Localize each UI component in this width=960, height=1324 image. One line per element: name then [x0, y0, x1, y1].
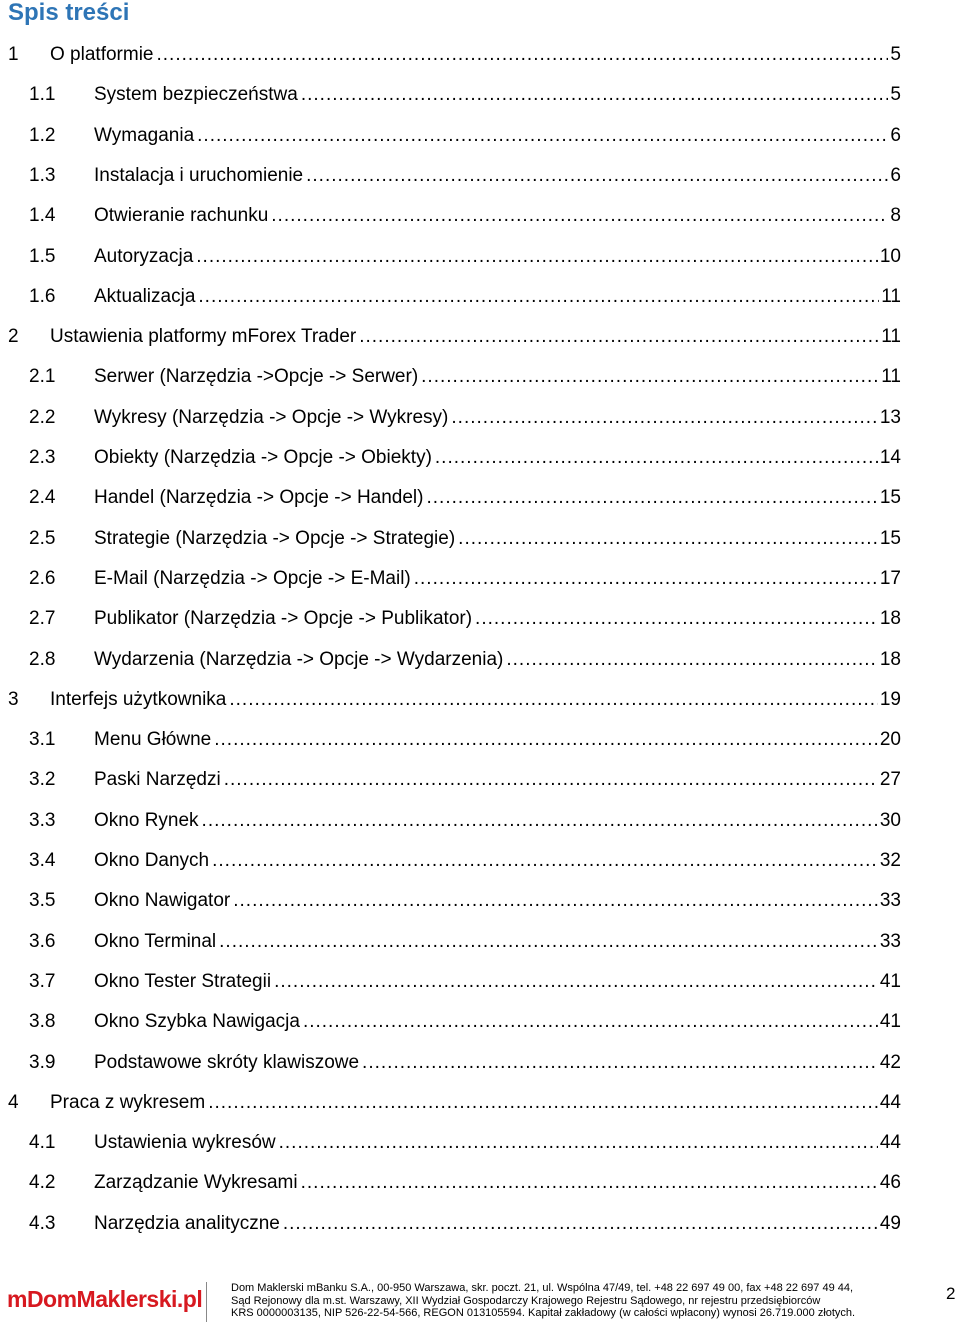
- toc-entry-link[interactable]: [94, 124, 901, 148]
- toc-entry-link[interactable]: [94, 83, 901, 107]
- toc-entry-number: 3.9: [29, 1051, 56, 1073]
- footer-line: Sąd Rejonowy dla m.st. Warszawy, XII Wydział Gospodarczy Krajowego Rejestru Sądowego, nr rejestru przedsiębiorców: [231, 1294, 821, 1307]
- toc-entry-link[interactable]: [94, 406, 901, 430]
- toc-entry-title: Okno Szybka Nawigacja: [94, 1011, 300, 1033]
- toc-entry[interactable]: [0, 470, 960, 510]
- toc-entry-title: Strategie (Narzędzia -> Opcje -> Strategie): [94, 527, 456, 549]
- toc-entry-title: Otwieranie rachunku: [94, 205, 269, 227]
- dot-leader: [233, 889, 878, 913]
- toc-entry-number: 2.7: [29, 608, 56, 630]
- toc-entry-number: 3.1: [29, 729, 56, 751]
- toc-entry-link[interactable]: [94, 1051, 901, 1075]
- toc-entry-page: 32: [879, 850, 901, 871]
- toc-entry-link[interactable]: [94, 164, 901, 188]
- toc-entry[interactable]: [0, 229, 960, 269]
- toc-entry-link[interactable]: [94, 567, 901, 591]
- toc-entry-link[interactable]: [94, 930, 901, 954]
- toc-entry-number: 1.2: [29, 124, 56, 146]
- toc-entry-page: 18: [879, 608, 901, 630]
- toc-entry-link[interactable]: [94, 245, 901, 269]
- toc-entry[interactable]: [0, 873, 960, 913]
- toc-entry-page: 33: [879, 930, 901, 952]
- toc-entry[interactable]: [0, 914, 960, 954]
- toc-entry-title: Serwer (Narzędzia ->Opcje -> Serwer): [94, 366, 419, 388]
- toc-entry[interactable]: [0, 309, 960, 349]
- dot-leader: [156, 43, 888, 67]
- toc-entry[interactable]: [0, 269, 960, 309]
- toc-entry-page: 11: [881, 285, 901, 307]
- dot-leader: [306, 164, 888, 188]
- dot-leader: [362, 1051, 878, 1075]
- toc-entry-page: 49: [879, 1212, 901, 1234]
- toc-entry[interactable]: [0, 833, 960, 873]
- toc-entry[interactable]: [0, 67, 960, 107]
- dot-leader: [212, 849, 878, 873]
- toc-entry-title: Publikator (Narzędzia -> Opcje -> Publikator): [94, 608, 473, 630]
- dot-leader: [414, 567, 878, 591]
- toc-entry-link[interactable]: [50, 43, 901, 67]
- toc-entry-link[interactable]: [94, 1131, 901, 1155]
- toc-entry-title: Okno Terminal: [94, 930, 217, 952]
- toc-entry-title: O platformie: [50, 44, 154, 65]
- toc-entry-link[interactable]: [94, 446, 901, 470]
- toc-entry-title: Paski Narzędzi: [94, 769, 221, 791]
- toc-entry-link[interactable]: [94, 1171, 901, 1195]
- toc-entry-link[interactable]: [94, 648, 901, 672]
- toc-entry-link[interactable]: [94, 768, 901, 792]
- toc-entry-number: 4.2: [29, 1172, 56, 1194]
- toc-entry-title: Wymagania: [94, 124, 195, 146]
- toc-entry-title: Podstawowe skróty klawiszowe: [94, 1051, 360, 1073]
- toc-entry-page: 6: [890, 124, 901, 146]
- toc-entry-number: 2.4: [29, 487, 56, 509]
- toc-entry-number: 1.6: [29, 285, 56, 307]
- dot-leader: [458, 527, 878, 551]
- dot-leader: [224, 768, 878, 792]
- toc-entry-page: 27: [879, 769, 901, 791]
- toc-entry-number: 3.6: [29, 930, 56, 952]
- toc-entry-link[interactable]: [94, 1212, 901, 1236]
- toc-entry-title: Praca z wykresem: [50, 1091, 206, 1113]
- toc-entry-number: 2.2: [29, 406, 56, 428]
- toc-entry-number: 1.4: [29, 205, 56, 227]
- toc-entry[interactable]: [0, 1115, 960, 1155]
- toc-entry-title: Zarządzanie Wykresami: [94, 1172, 298, 1194]
- dot-leader: [271, 204, 888, 228]
- toc-entry-link[interactable]: [50, 325, 901, 349]
- dot-leader: [279, 1131, 878, 1155]
- toc-entry-title: E-Mail (Narzędzia -> Opcje -> E-Mail): [94, 567, 411, 589]
- toc-entry-link[interactable]: [94, 889, 901, 913]
- footer-line: KRS 0000003135, NIP 526-22-54-566, REGON 013105594. Kapitał zakładowy (w całości wpłacony) wynosi 26.719.000 złotych.: [231, 1307, 856, 1319]
- toc-entry-link[interactable]: [94, 728, 901, 752]
- toc-entry-page: 5: [890, 44, 901, 65]
- page-title: Spis treści: [8, 0, 130, 26]
- toc-entry-page: 11: [881, 326, 901, 348]
- toc-entry[interactable]: [0, 511, 960, 551]
- toc-entry[interactable]: [0, 148, 960, 188]
- toc-entry-page: 44: [879, 1132, 901, 1154]
- toc-entry-page: 41: [879, 970, 901, 992]
- toc-entry[interactable]: [0, 1075, 960, 1115]
- toc-entry-title: Instalacja i uruchomienie: [94, 164, 304, 186]
- toc-entry[interactable]: [0, 1035, 960, 1075]
- toc-entry-title: Wykresy (Narzędzia -> Opcje -> Wykresy): [94, 406, 449, 428]
- dot-leader: [421, 365, 879, 389]
- dot-leader: [301, 83, 889, 107]
- toc-entry[interactable]: [0, 188, 960, 228]
- toc-entry-link[interactable]: [94, 970, 901, 994]
- toc-entry-number: 2.1: [29, 366, 56, 388]
- toc-entry-number: 2: [8, 326, 19, 348]
- dot-leader: [197, 124, 888, 148]
- toc-entry-title: Okno Danych: [94, 850, 210, 871]
- dot-leader: [427, 486, 878, 510]
- toc-entry-page: 33: [879, 890, 901, 912]
- toc-entry[interactable]: [0, 390, 960, 430]
- toc-entry-page: 6: [890, 164, 901, 186]
- toc-entry[interactable]: [0, 27, 960, 67]
- toc-entry-number: 1: [8, 44, 19, 65]
- toc-entry-page: 42: [879, 1051, 901, 1073]
- dot-leader: [208, 1091, 878, 1115]
- toc-entry-link[interactable]: [94, 809, 901, 833]
- toc-entry-number: 3.7: [29, 970, 56, 992]
- dot-leader: [283, 1212, 878, 1236]
- toc-entry-link[interactable]: [94, 1010, 901, 1034]
- toc-entry-number: 3.5: [29, 890, 56, 912]
- toc-entry-page: 44: [879, 1091, 901, 1113]
- toc-entry[interactable]: [0, 712, 960, 752]
- toc-entry-number: 1.5: [29, 245, 56, 267]
- toc-entry-page: 15: [879, 487, 901, 509]
- toc-entry-page: 41: [879, 1011, 901, 1033]
- toc-entry-link[interactable]: [94, 486, 901, 510]
- dot-leader: [301, 1171, 878, 1195]
- toc-entry[interactable]: [0, 430, 960, 470]
- toc-entry-link[interactable]: [94, 527, 901, 551]
- toc-entry-page: 8: [890, 205, 901, 227]
- toc-entry-page: 19: [879, 688, 901, 710]
- toc-entry[interactable]: [0, 793, 960, 833]
- dot-leader: [198, 285, 879, 309]
- dot-leader: [229, 688, 878, 712]
- dot-leader: [303, 1010, 878, 1034]
- toc-entry-number: 2.8: [29, 648, 56, 670]
- dot-leader: [475, 607, 878, 631]
- toc-entry-page: 46: [879, 1172, 901, 1194]
- toc-entry-link[interactable]: [94, 849, 901, 873]
- toc-entry-page: 5: [890, 84, 901, 106]
- toc-entry-page: 20: [879, 729, 901, 751]
- toc-entry[interactable]: [0, 1155, 960, 1195]
- toc-entry-link[interactable]: [94, 285, 901, 309]
- toc-entry-number: 3.3: [29, 809, 56, 831]
- page-footer: [0, 1276, 960, 1324]
- dot-leader: [451, 406, 877, 430]
- page-number: 2: [946, 1284, 956, 1303]
- toc-entry-number: 4: [8, 1091, 19, 1113]
- toc-entry-number: 2.5: [29, 527, 56, 549]
- dot-leader: [196, 245, 878, 269]
- toc-entry-page: 10: [879, 245, 901, 267]
- toc-entry-title: System bezpieczeństwa: [94, 84, 298, 106]
- toc-entry-link[interactable]: [94, 607, 901, 631]
- toc-entry[interactable]: [0, 551, 960, 591]
- toc-entry[interactable]: [0, 349, 960, 389]
- toc-entry-title: Okno Nawigator: [94, 890, 231, 912]
- toc-entry[interactable]: [0, 1196, 960, 1236]
- toc-entry-number: 4.3: [29, 1212, 56, 1234]
- toc-entry-title: Wydarzenia (Narzędzia -> Opcje -> Wydarzenia): [94, 648, 504, 670]
- toc-entry-page: 30: [879, 809, 901, 831]
- footer-divider: [206, 1282, 207, 1322]
- toc-entry-link[interactable]: [94, 204, 901, 228]
- toc-entry-number: 3.8: [29, 1011, 56, 1033]
- toc-entry-number: 3.2: [29, 769, 56, 791]
- toc-entry-number: 3: [8, 688, 19, 710]
- toc-entry-page: 18: [879, 648, 901, 670]
- company-logo: mDomMaklerski.pl: [7, 1286, 203, 1312]
- toc-entry-number: 2.6: [29, 567, 56, 589]
- toc-entry-page: 17: [879, 567, 901, 589]
- toc-entry-title: Okno Tester Strategii: [94, 970, 272, 992]
- dot-leader: [274, 970, 878, 994]
- toc-entry-page: 14: [879, 447, 901, 468]
- toc-entry-link[interactable]: [50, 688, 901, 712]
- toc-entry-page: 11: [881, 366, 901, 388]
- toc-entry-number: 3.4: [29, 850, 56, 871]
- toc-entry[interactable]: [0, 632, 960, 672]
- toc-entry-number: 4.1: [29, 1132, 56, 1154]
- toc-entry-title: Ustawienia wykresów: [94, 1132, 276, 1154]
- toc-entry-title: Handel (Narzędzia -> Opcje -> Handel): [94, 487, 424, 509]
- toc-entry-page: 15: [879, 527, 901, 549]
- footer-line: Dom Maklerski mBanku S.A., 00-950 Warszawa, skr. poczt. 21, ul. Wspólna 47/49, tel. +48 22 697 49 00, fax +48 22 697 49 44,: [231, 1282, 854, 1294]
- toc-entry[interactable]: [0, 672, 960, 712]
- toc-entry-number: 2.3: [29, 447, 56, 468]
- toc-entry[interactable]: [0, 752, 960, 792]
- dot-leader: [214, 728, 878, 752]
- toc-entry[interactable]: [0, 591, 960, 631]
- dot-leader: [435, 446, 878, 470]
- toc-entry-title: Autoryzacja: [94, 245, 194, 267]
- toc-entry-link[interactable]: [94, 365, 901, 389]
- toc-entry[interactable]: [0, 994, 960, 1034]
- toc-entry-title: Ustawienia platformy mForex Trader: [50, 326, 357, 348]
- toc-entry-title: Interfejs użytkownika: [50, 688, 227, 710]
- toc-entry-title: Obiekty (Narzędzia -> Opcje -> Obiekty): [94, 447, 432, 468]
- toc-entry-title: Narzędzia analityczne: [94, 1212, 280, 1234]
- toc-entry[interactable]: [0, 954, 960, 994]
- toc-entry-link[interactable]: [50, 1091, 901, 1115]
- toc-entry[interactable]: [0, 108, 960, 148]
- footer-info: [231, 1282, 909, 1320]
- toc-entry-title: Menu Główne: [94, 729, 212, 751]
- dot-leader: [359, 325, 879, 349]
- toc-entry-number: 1.1: [29, 84, 56, 106]
- toc-entry-title: Okno Rynek: [94, 809, 199, 831]
- dot-leader: [506, 648, 877, 672]
- dot-leader: [202, 809, 878, 833]
- toc-entry-page: 13: [879, 406, 901, 428]
- toc-entry-title: Aktualizacja: [94, 285, 196, 307]
- dot-leader: [219, 930, 878, 954]
- toc-entry-number: 1.3: [29, 164, 56, 186]
